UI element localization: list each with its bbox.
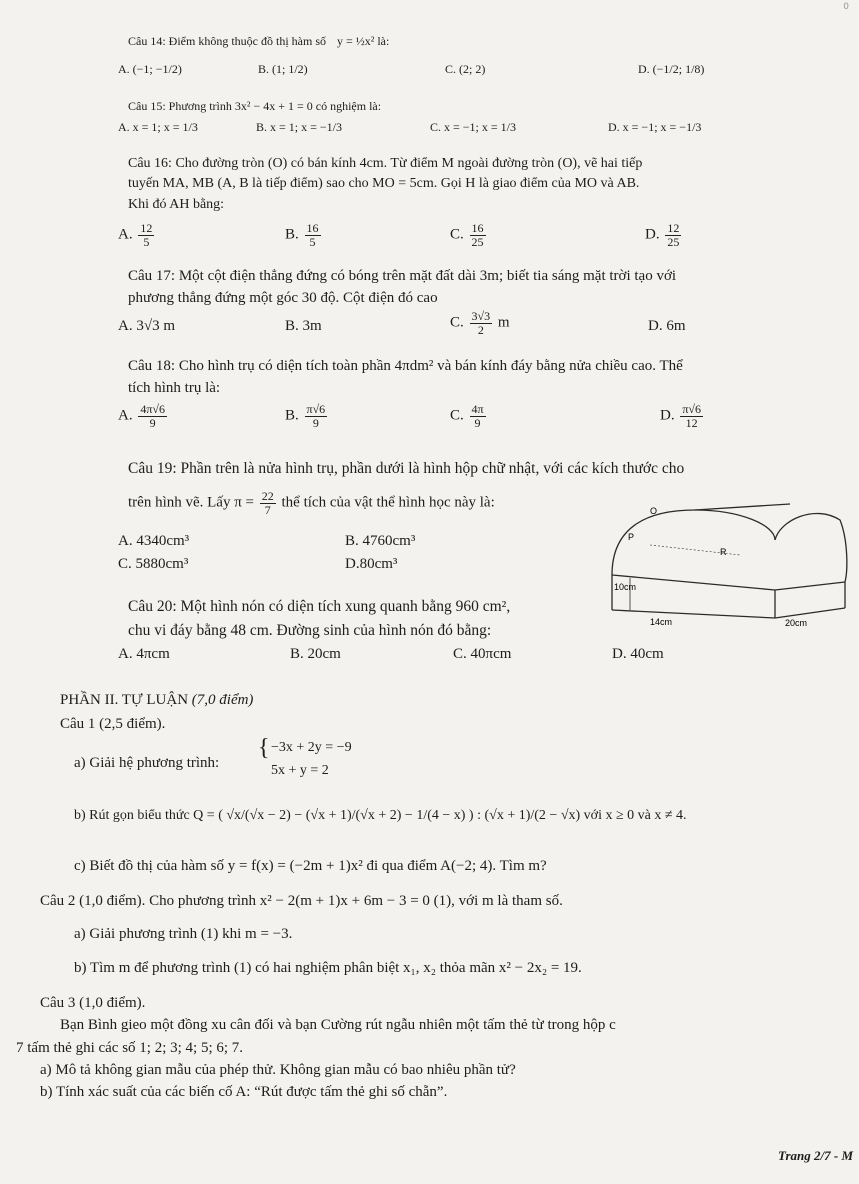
- q16-option-a: [118, 222, 156, 248]
- q19-pi-fraction: [260, 490, 276, 516]
- system-eq-1: −3x + 2y = −9: [271, 740, 352, 755]
- q18-option-c: [450, 403, 488, 429]
- q16-option-d: [645, 222, 683, 248]
- q16-option-b: [285, 222, 323, 248]
- q19-option-d: D.80cm³: [345, 556, 398, 572]
- q14-title-text: Câu 14: Điểm không thuộc đồ thị hàm số: [128, 34, 326, 48]
- q16-option-b-letter: B.: [285, 226, 299, 243]
- q18-a-numerator: 4π√6: [140, 402, 165, 416]
- box-top-right-edge: [775, 582, 845, 590]
- q18-option-a-fraction: [138, 403, 167, 429]
- q16-option-b-fraction: [305, 222, 321, 248]
- q16-a-denominator: 5: [143, 234, 150, 249]
- figure-label-p: P: [628, 532, 635, 542]
- q16-option-c-letter: C.: [450, 226, 464, 243]
- q16-b-numerator: 16: [306, 221, 319, 235]
- q16-line-2: tuyến MA, MB (A, B là tiếp điểm) sao cho MO = 5cm. Gọi H là giao điểm của MO và AB.: [128, 176, 640, 191]
- q14-option-a: A. (−1; −1/2): [118, 62, 182, 76]
- q14-option-d: D. (−1/2; 1/8): [638, 62, 705, 76]
- q18-option-b-fraction: [305, 403, 328, 429]
- part-2-points: (7,0 điểm): [191, 692, 254, 708]
- q18-option-b-letter: B.: [285, 407, 299, 424]
- q19-pi-label: trên hình vẽ. Lấy π =: [128, 494, 254, 511]
- q15-option-b: B. x = 1; x = −1/3: [256, 120, 342, 134]
- q18-b-numerator: π√6: [306, 402, 326, 416]
- essay-q3-line-2: 7 tấm thẻ ghi các số 1; 2; 3; 4; 5; 6; 7.: [16, 1040, 244, 1056]
- q16-option-d-fraction: [665, 222, 681, 248]
- q17-option-c-fraction: [470, 310, 493, 336]
- q18-d-numerator: π√6: [682, 402, 701, 416]
- essay-q1-heading: Câu 1 (2,5 điểm).: [60, 716, 166, 732]
- q14-title: [128, 35, 389, 49]
- q15-option-c: C. x = −1; x = 1/3: [430, 120, 516, 134]
- q17-option-b: B. 3m: [285, 318, 322, 334]
- q17-c-unit: m: [497, 314, 510, 331]
- q16-a-numerator: 12: [140, 221, 153, 235]
- box-top-edge: [612, 575, 775, 590]
- radius-line: [650, 545, 740, 555]
- q18-line-2: tích hình trụ là:: [128, 380, 221, 396]
- q16-line-1: Câu 16: Cho đường tròn (O) có bán kính 4cm. Từ điểm M ngoài đường tròn (O), vẽ hai tiếp: [128, 156, 643, 171]
- q16-line-3: Khi đó AH bằng:: [128, 197, 225, 212]
- q18-option-c-fraction: [470, 403, 486, 429]
- essay-q3-line-1: Bạn Bình gieo một đồng xu cân đối và bạn Cường rút ngẫu nhiên một tấm thẻ từ trong hộp c: [60, 1017, 616, 1033]
- q19-option-a: A. 4340cm³: [118, 533, 190, 549]
- box-bottom-front-edge: [612, 610, 775, 618]
- q15-option-d: D. x = −1; x = −1/3: [608, 120, 702, 134]
- q17-line-1: Câu 17: Một cột điện thẳng đứng có bóng trên mặt đất dài 3m; biết tia sáng mặt trời tạo với: [128, 268, 677, 284]
- q17-option-d: D. 6m: [648, 318, 686, 334]
- half-cylinder-back-arc: [775, 513, 847, 582]
- system-eq-2: 5x + y = 2: [271, 763, 329, 778]
- q19-line-1: Câu 19: Phần trên là nửa hình trụ, phần dưới là hình hộp chữ nhật, với các kích thước cho: [128, 460, 685, 477]
- q18-d-denominator: 12: [685, 415, 698, 430]
- q18-option-b: [285, 403, 329, 429]
- q17-line-2: phương thẳng đứng một góc 30 độ. Cột điện đó cao: [128, 290, 438, 306]
- figure-label-r: R: [720, 547, 727, 557]
- essay-q2a: a) Giải phương trình (1) khi m = −3.: [74, 926, 293, 942]
- q15-title: Câu 15: Phương trình 3x² − 4x + 1 = 0 có nghiệm là:: [128, 99, 382, 113]
- q16-b-denominator: 5: [309, 234, 316, 249]
- q19-pi-numerator: 22: [261, 489, 274, 503]
- q17-option-c: [450, 310, 510, 336]
- q15-option-a: A. x = 1; x = 1/3: [118, 120, 198, 134]
- q19-option-b: B. 4760cm³: [345, 533, 416, 549]
- essay-q3b: b) Tính xác suất của các biến cố A: “Rút được tấm thẻ ghi số chẵn”.: [40, 1084, 448, 1100]
- q18-option-c-letter: C.: [450, 407, 464, 424]
- essay-q2: Câu 2 (1,0 điểm). Cho phương trình x² − 2(m + 1)x + 6m − 3 = 0 (1), với m là tham số.: [40, 893, 563, 909]
- figure-label-o: O: [650, 506, 658, 516]
- q18-option-a: [118, 403, 169, 429]
- q19-option-c: C. 5880cm³: [118, 556, 189, 572]
- q19-figure: [590, 500, 852, 635]
- q16-d-numerator: 12: [667, 221, 680, 235]
- figure-dim-14: 14cm: [650, 617, 673, 627]
- system-brace: {: [258, 735, 270, 761]
- figure-dim-20: 20cm: [785, 618, 808, 628]
- q16-c-numerator: 16: [471, 221, 484, 235]
- part-2-title: PHẦN II. TỰ LUẬN: [60, 692, 189, 708]
- q18-c-numerator: 4π: [471, 402, 484, 416]
- q18-c-denominator: 9: [474, 415, 481, 430]
- figure-dim-10: 10cm: [614, 582, 637, 592]
- q18-line-1: Câu 18: Cho hình trụ có diện tích toàn phần 4πdm² và bán kính đáy bằng nửa chiều cao. Thể: [128, 358, 683, 374]
- q17-c-numerator: 3√3: [471, 309, 491, 323]
- q19-line-2: [128, 490, 495, 516]
- q17-c-denominator: 2: [477, 322, 484, 337]
- page-corner-mark: 0: [843, 2, 849, 12]
- q14-option-c: C. (2; 2): [445, 62, 486, 76]
- half-cylinder-top-line: [695, 504, 790, 510]
- q14-option-b: B. (1; 1/2): [258, 62, 308, 76]
- q17-option-a: A. 3√3 m: [118, 318, 175, 334]
- q19-line-2-rest: thể tích của vật thể hình học này là:: [281, 494, 495, 511]
- q17-option-c-letter: C.: [450, 314, 464, 331]
- q18-option-d-letter: D.: [660, 407, 675, 424]
- q20-line-1: Câu 20: Một hình nón có diện tích xung quanh bằng 960 cm²,: [128, 598, 511, 615]
- q18-a-denominator: 9: [149, 415, 156, 430]
- box-bottom-right-edge: [775, 608, 845, 618]
- essay-q1b: b) Rút gọn biểu thức Q = ( √x/(√x − 2) − (√x + 1)/(√x + 2) − 1/(4 − x) ) : (√x + 1)/(2 − √x) với x ≥ 0 và x ≠ 4.: [74, 808, 687, 823]
- q16-option-d-letter: D.: [645, 226, 660, 243]
- essay-q1a-text: a) Giải hệ phương trình:: [74, 755, 220, 771]
- essay-q3a: a) Mô tả không gian mẫu của phép thử. Không gian mẫu có bao nhiêu phần tử?: [40, 1062, 516, 1078]
- q18-b-denominator: 9: [312, 415, 319, 430]
- q14-expression: y = ½x² là:: [336, 34, 390, 48]
- q16-d-denominator: 25: [667, 234, 680, 249]
- q16-option-c-fraction: [470, 222, 486, 248]
- q20-option-d: D. 40cm: [612, 646, 664, 662]
- q20-option-c: C. 40πcm: [453, 646, 512, 662]
- essay-q2b: b) Tìm m để phương trình (1) có hai nghiệm phân biệt x₁, x₂ thỏa mãn x² − 2x₂ = 19.: [74, 960, 582, 976]
- essay-q1a: [74, 755, 219, 772]
- q18-option-a-letter: A.: [118, 407, 133, 424]
- part-2-heading: [60, 692, 253, 709]
- q16-option-a-fraction: [138, 222, 154, 248]
- q16-option-c: [450, 222, 488, 248]
- essay-q1c: c) Biết đồ thị của hàm số y = f(x) = (−2m + 1)x² đi qua điểm A(−2; 4). Tìm m?: [74, 858, 547, 874]
- page-footer: Trang 2/7 - M: [778, 1148, 853, 1163]
- essay-q3: Câu 3 (1,0 điểm).: [40, 995, 146, 1011]
- q18-option-d: [660, 403, 705, 429]
- q16-option-a-letter: A.: [118, 226, 133, 243]
- q20-option-b: B. 20cm: [290, 646, 341, 662]
- q19-pi-denominator: 7: [264, 502, 271, 517]
- q20-line-2: chu vi đáy bằng 48 cm. Đường sinh của hình nón đó bằng:: [128, 622, 492, 639]
- q18-option-d-fraction: [680, 403, 703, 429]
- q16-c-denominator: 25: [471, 234, 484, 249]
- half-cylinder-front-arc: [612, 510, 775, 575]
- q20-option-a: A. 4πcm: [118, 646, 170, 662]
